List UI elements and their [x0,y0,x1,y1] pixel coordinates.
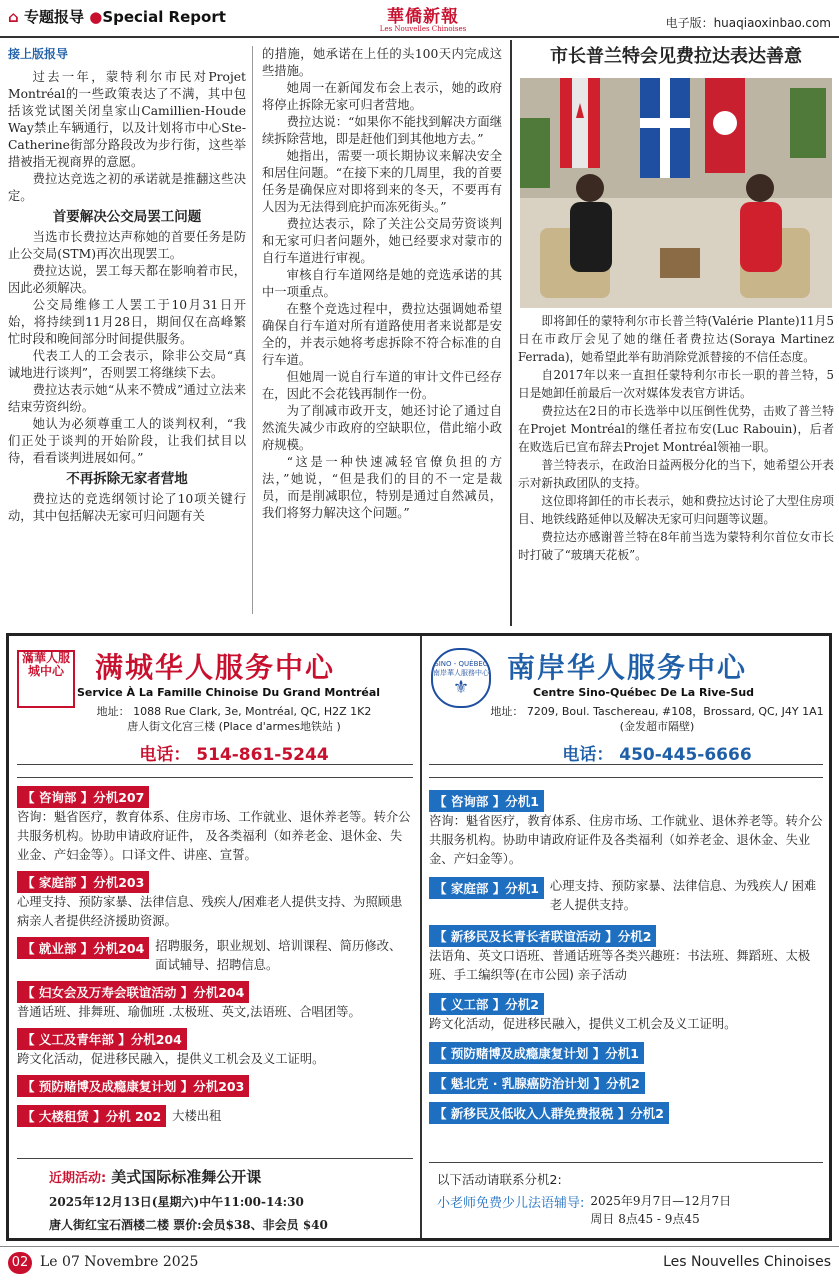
right-phone: 电话： 450-445-6666 [562,745,752,765]
right-center-seal [431,648,491,708]
left-center-seal [17,650,75,708]
article-column-1 [8,46,246,525]
subheading-homeless: 不再拆除无家者营地 [66,471,188,487]
paragraph: 费拉达说：“如果你不能找到解决方面继续拆除营地，即是赶他们到其他地方去。” [262,115,502,146]
sidebar-title: 市长普兰特会见费拉达表达善意 [550,46,802,67]
subheading-transit: 首要解决公交局罢工问题 [52,209,202,225]
right-center-name-fr: Centre Sino-Québec De La Rive-Sud [533,686,755,699]
section-fr: Special Report [102,8,226,26]
right-dept-tag-gambling: 【 预防赌博及成瘾康复计划 】分机1 [429,1042,644,1064]
right-address-line-1: 地址： 7209, Boul. Taschereau, #108，Brossard, QC, J4Y 1A1 [490,705,824,718]
right-dept-list [429,790,823,1124]
left-address [69,704,399,734]
right-event-rule [429,1162,823,1163]
right-dept-tag-consult: 【 咨询部 】分机1 [429,790,544,812]
paragraph: 费拉达竞选之初的承诺就是推翻这些决定。 [8,172,246,203]
right-event-title: 小老师免费少儿法语辅导: [437,1196,585,1211]
right-address-line-2: (金发超市隔壁) [619,720,695,733]
caption-paragraph: 费拉达亦感谢普兰特在8年前当选为蒙特利尔首位女市长时打破了“玻璃天花板”。 [518,530,834,562]
right-dept-tag-family: 【 家庭部 】分机1 [429,877,544,899]
paragraph: 代表工人的工会表示，除非公交局“真诚地进行谈判”，否则罢工将继续下去。 [8,349,246,380]
paragraph: “这是一种快速减轻官僚负担的方法，”她说，“但是我们的目的不一定是裁员，而是削减职位，特别是通过自然减员，我们将努力解决这个问题。” [262,455,502,520]
right-event-time: 周日 8点45 - 9点45 [590,1212,700,1226]
left-ornament-rule [17,764,413,778]
issue-date: Le 07 Novembre 2025 [40,1254,199,1270]
right-event [437,1170,827,1228]
paragraph: 但她周一说自行车道的审计文件已经存在，因此不会花钱再制作一份。 [262,370,502,401]
left-dept-text-volunteer: 跨文化活动，促进移民融入，提供义工机会及义工证明。 [17,1052,325,1066]
paragraph: 费拉达表示她“从来不赞成”通过立法来结束劳资纠纷。 [8,383,246,414]
ad-center-divider [420,636,422,1238]
caption-paragraph: 这位即将卸任的市长表示，她和费拉达讨论了大型住房项目、地铁线路延伸以及解决无家可归问题等议题。 [518,494,834,526]
right-dept-text-consult: 咨询：魁省医疗，教育体系、住房市场、工作就业、退休养老等。转介公共服务机构。协助申请政府证件及各类福利（如养老金、退休金、失业金、产妇金等）。 [429,814,823,866]
right-dept-tag-tax-clinic: 【 新移民及低收入人群免费报税 】分机2 [429,1102,669,1124]
right-dept-tag-breast-cancer: 【 魁北克 · 乳腺癌防治计划 】分机2 [429,1072,645,1094]
section-label: ⌂ 专题报导 ●Special Report [8,8,226,26]
ad-right [423,636,829,1238]
left-event-title: 美式国际标准舞公开课 [111,1168,262,1186]
column-divider [252,46,253,614]
paragraph: 她周一在新闻发布会上表示，她的政府将停止拆除无家可归者营地。 [262,81,502,112]
fleur-de-lis-icon: ⚜ [452,677,470,698]
sidebar-divider [510,40,512,626]
left-center-name-fr: Service À La Famille Chinoise Du Grand Montréal [77,686,381,699]
right-dept-text-volunteer: 跨文化活动，促进移民融入，提供义工机会及义工证明。 [429,1017,737,1031]
paragraph: 当选市长费拉达声称她的首要任务是防止公交局(STM)再次出现罢工。 [8,230,246,261]
photo-caption [518,312,834,564]
paragraph: 费拉达表示，除了关注公交局劳资谈判和无家可归者问题外，她已经要求对蒙市的自行车道进行审视。 [262,217,502,265]
left-dept-text-women: 普通话班、排舞班、瑜伽班 .太极班、英文,法语班、合唱团等。 [17,1005,361,1019]
left-event [49,1166,409,1233]
left-event-place: 唐人街红宝石酒楼二楼 票价:会员$38、非会员 $40 [49,1218,328,1232]
left-dept-text-employment: 招聘服务，职业规划、培训课程、简历修改、面试辅导、招聘信息。 [155,939,402,972]
edition-url: 电子版：huaqiaoxinbao.com [665,16,831,30]
continued-kicker: 接上版报导 [8,47,69,61]
left-dept-tag-volunteer: 【 义工及青年部 】分机204 [17,1028,187,1050]
left-dept-tag-rental: 【 大楼租赁 】分机 202 [17,1105,166,1127]
logo-fr: Les Nouvelles Chinoises [379,25,467,33]
left-phone: 电话： 514-861-5244 [139,745,329,765]
right-dept-text-family: 心理支持、预防家暴、法律信息、为残疾人/ 困难老人提供支持。 [549,879,817,912]
left-dept-tag-women: 【 妇女会及万寿会联谊活动 】分机204 [17,981,249,1003]
paragraph: 的措施，她承诺在上任的头100天内完成这些措施。 [262,47,502,78]
paragraph: 过去一年，蒙特利尔市民对Projet Montréal的一些政策表达了不满，其中包括该党试图关闭皇家山Camillien-Houde Way禁止车辆通行，以及计划将市中心Ste-Catherine街部分路段改为步行街，这些举措被指无视商界的意愿。 [8,70,246,169]
right-dept-tag-volunteer: 【 义工部 】分机2 [429,993,544,1015]
footer-rule [0,1246,839,1247]
paragraph: 她认为必须尊重工人的谈判权利，“我们正处于谈判的开始阶段，让我们拭目以待，看看谈判进展如何。” [8,417,246,465]
caption-paragraph: 即将卸任的蒙特利尔市长普兰特(Valérie Plante)11月5日在市政厅会见了她的继任者费拉达(Soraya Martinez Ferrada)，她希望此举有助消除党派替接的不信任态度。 [518,314,834,364]
left-event-rule [17,1158,413,1159]
left-dept-tag-consult: 【 咨询部 】分机207 [17,786,149,808]
paragraph: 公交局维修工人罢工于10月31日开始，将持续到11月28日，期间仅在高峰繁忙时段和晚间部分时间提供服务。 [8,298,246,346]
paragraph: 在整个竞选过程中，费拉达强调她希望确保自行车道对所有道路使用者来说都是安全的，并表示她将考虑拆除不符合标准的自行车道。 [262,302,502,367]
left-seal-text: 滿華人服城中心 [21,651,70,678]
left-dept-text-rental: 大楼出租 [172,1108,222,1123]
caption-paragraph: 费拉达在2日的市长选举中以压倒性优势，击败了普兰特在Projet Montréal的继任者拉布安(Luc Rabouin)，后者在败选后已宣布辞去Projet Montréal领袖一职。 [518,404,834,454]
right-event-dates: 2025年9月7日—12月7日 [590,1194,732,1208]
right-seal-text: SINO - QUÉBEC 南岸華人服務中心 [433,660,489,677]
left-center-name: 满城华人服务中心 [95,651,336,684]
right-event-note: 以下活动请联系分机2: [437,1172,562,1187]
left-dept-tag-family: 【 家庭部 】分机203 [17,871,149,893]
right-ornament-rule [429,764,823,778]
left-dept-text-consult: 咨询：魁省医疗，教育体系、住房市场、工作就业、退休养老等。转介公共服务机构。协助申请政府证件， 及各类福利（如养老金、退休金、失业金、产妇金等）。口译文件、讲座、宣誓。 [17,810,411,862]
paragraph: 她指出，需要一项长期协议来解决安全和居住问题。“在接下来的几周里，我的首要任务是确保应对即将到来的冬天，不要再有人因为无法得到庇护而冻死街头。” [262,149,502,214]
page-header [0,0,839,40]
article-column-2 [262,46,502,522]
page-number: 02 [8,1252,32,1274]
meeting-photo-illustration [520,78,832,308]
right-dept-text-newcomers: 法语角、英文口语班、普通话班等各类兴趣班：书法班、舞蹈班、太极班、手工编织等(在市公园) 亲子活动 [429,949,811,982]
caption-paragraph: 自2017年以来一直担任蒙特利尔市长一职的普兰特，5日是她卸任前最后一次对媒体发表官方讲话。 [518,368,834,400]
masthead-logo [378,2,468,33]
right-dept-tag-newcomers: 【 新移民及长青长者联谊活动 】分机2 [429,925,656,947]
left-dept-list [17,786,413,1127]
logo-cn: 華僑新報 [387,7,459,27]
left-event-time: 2025年12月13日(星期六)中午11:00-14:30 [49,1195,304,1209]
left-address-line-2: 唐人街文化宫三楼 (Place d'armes地铁站 ) [127,720,341,733]
paragraph: 审核自行车道网络是她的竞选承诺的其中一项重点。 [262,268,502,299]
header-rule [0,36,839,38]
right-address [489,704,825,734]
paragraph: 费拉达的竞选纲领讨论了10项关键行动，其中包括解决无家可归问题有关 [8,492,246,523]
meeting-photo [520,78,832,308]
paragraph: 费拉达说，罢工每天都在影响着市民，因此必须解决。 [8,264,246,295]
left-dept-tag-employment: 【 就业部 】分机204 [17,937,149,959]
home-icon: ⌂ [8,8,19,26]
left-event-label: 近期活动: [49,1171,107,1186]
caption-paragraph: 普兰特表示，在政治日益两极分化的当下，她希望公开表示对新执政团队的支持。 [518,458,834,490]
paragraph: 为了削减市政开支，她还讨论了通过自然流失减少市政府的空缺职位，借此缩小政府规模。 [262,404,502,452]
left-dept-text-family: 心理支持、预防家暴、法律信息、残疾人/困难老人提供支持、为照顾患病亲人者提供经济援助资源。 [17,895,403,928]
service-centers-ad [6,633,832,1241]
ad-left [9,636,419,1238]
left-dept-tag-gambling: 【 预防赌博及成瘾康复计划 】分机203 [17,1075,249,1097]
paper-name: Les Nouvelles Chinoises [663,1254,831,1270]
left-address-line-1: 地址： 1088 Rue Clark, 3e, Montréal, QC, H2Z 1K2 [96,705,372,718]
right-center-name: 南岸华人服务中心 [507,651,748,684]
section-cn: 专题报导 [23,8,84,26]
